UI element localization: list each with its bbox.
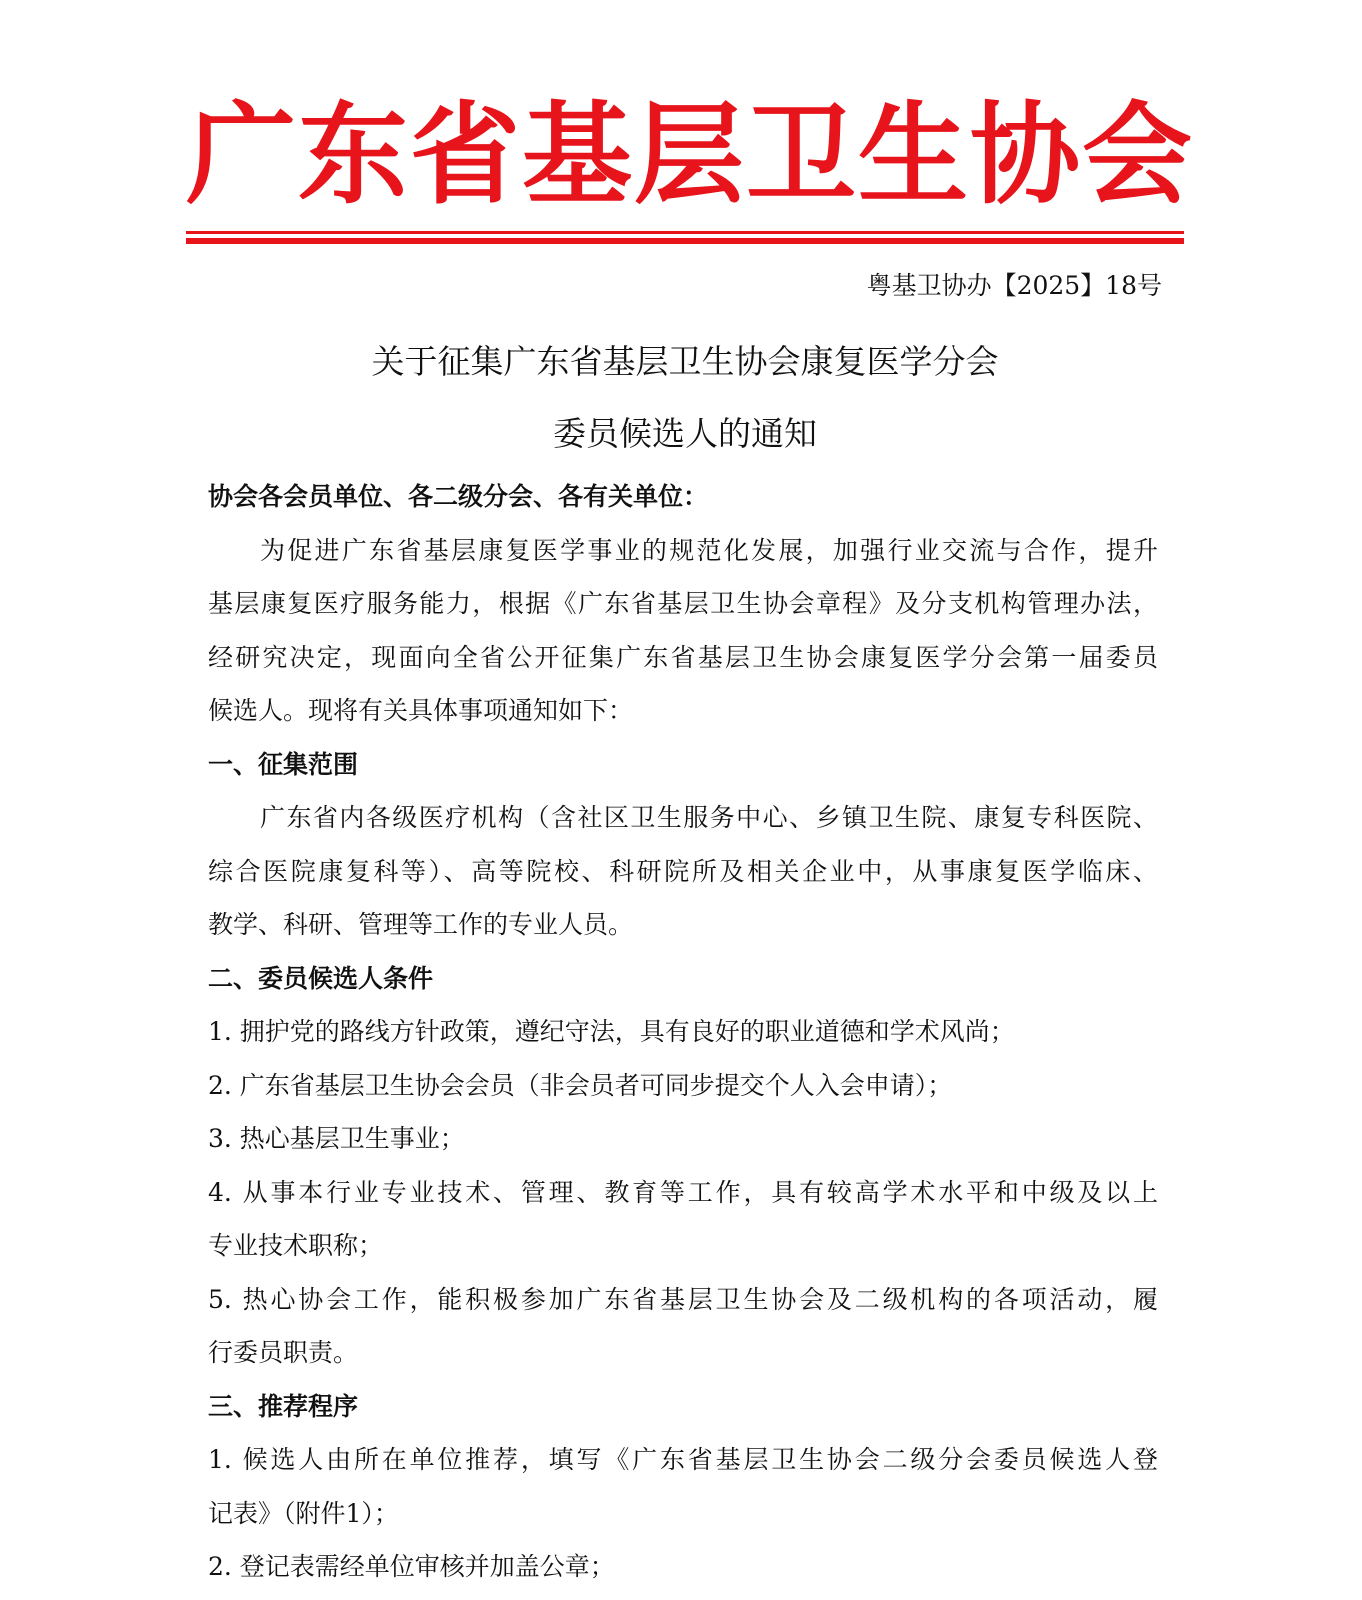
condition-item-continued: 专业技术职称； (208, 1231, 384, 1260)
section-heading-conditions: 二、委员候选人条件 (208, 963, 434, 993)
notice-title-line-1: 关于征集广东省基层卫生协会康复医学分会 (371, 342, 999, 381)
notice-title-line-2: 委员候选人的通知 (553, 414, 817, 453)
condition-item-continued: 行委员职责。 (208, 1338, 359, 1367)
condition-item: 3. 热心基层卫生事业； (208, 1124, 465, 1153)
scope-line: 教学、科研、管理等工作的专业人员。 (208, 910, 634, 939)
condition-item: 5. 热心协会工作，能积极参加广东省基层卫生协会及二级机构的各项活动，履 (208, 1284, 1158, 1314)
document-number: 粤基卫协办【2025】18号 (866, 271, 1162, 300)
procedure-item: 2. 登记表需经单位审核并加盖公章； (208, 1552, 615, 1581)
section-heading-procedure: 三、推荐程序 (208, 1391, 359, 1421)
condition-item: 2. 广东省基层卫生协会会员（非会员者可同步提交个人入会申请）； (208, 1070, 953, 1100)
salutation: 协会各会员单位、各二级分会、各有关单位： (208, 482, 709, 511)
intro-line: 候选人。现将有关具体事项通知如下： (208, 696, 634, 725)
scope-line: 综合医院康复科等）、高等院校、科研院所及相关企业中，从事康复医学临床、 (208, 856, 1158, 886)
notice-body (208, 470, 1158, 1594)
intro-line: 基层康复医疗服务能力，根据《广东省基层卫生协会章程》及分支机构管理办法， (208, 589, 1158, 618)
scope-line: 广东省内各级医疗机构（含社区卫生服务中心、乡镇卫生院、康复专科医院、 (260, 803, 1158, 832)
header-divider-thin (186, 231, 1184, 234)
section-heading-scope: 一、征集范围 (208, 749, 359, 779)
condition-item: 1. 拥护党的路线方针政策，遵纪守法，具有良好的职业道德和学术风尚； (208, 1017, 1015, 1046)
procedure-item: 1. 候选人由所在单位推荐，填写《广东省基层卫生协会二级分会委员候选人登 (208, 1445, 1158, 1474)
intro-line: 为促进广东省基层康复医学事业的规范化发展，加强行业交流与合作，提升 (260, 535, 1158, 565)
intro-line: 经研究决定，现面向全省公开征集广东省基层卫生协会康复医学分会第一届委员 (208, 642, 1158, 672)
procedure-item-continued: 记表》（附件1）； (208, 1498, 399, 1528)
condition-item: 4. 从事本行业专业技术、管理、教育等工作，具有较高学术水平和中级及以上 (208, 1177, 1158, 1207)
header-divider-thick (186, 238, 1184, 244)
org-masthead: 广东省基层卫生协会 (186, 91, 1194, 219)
